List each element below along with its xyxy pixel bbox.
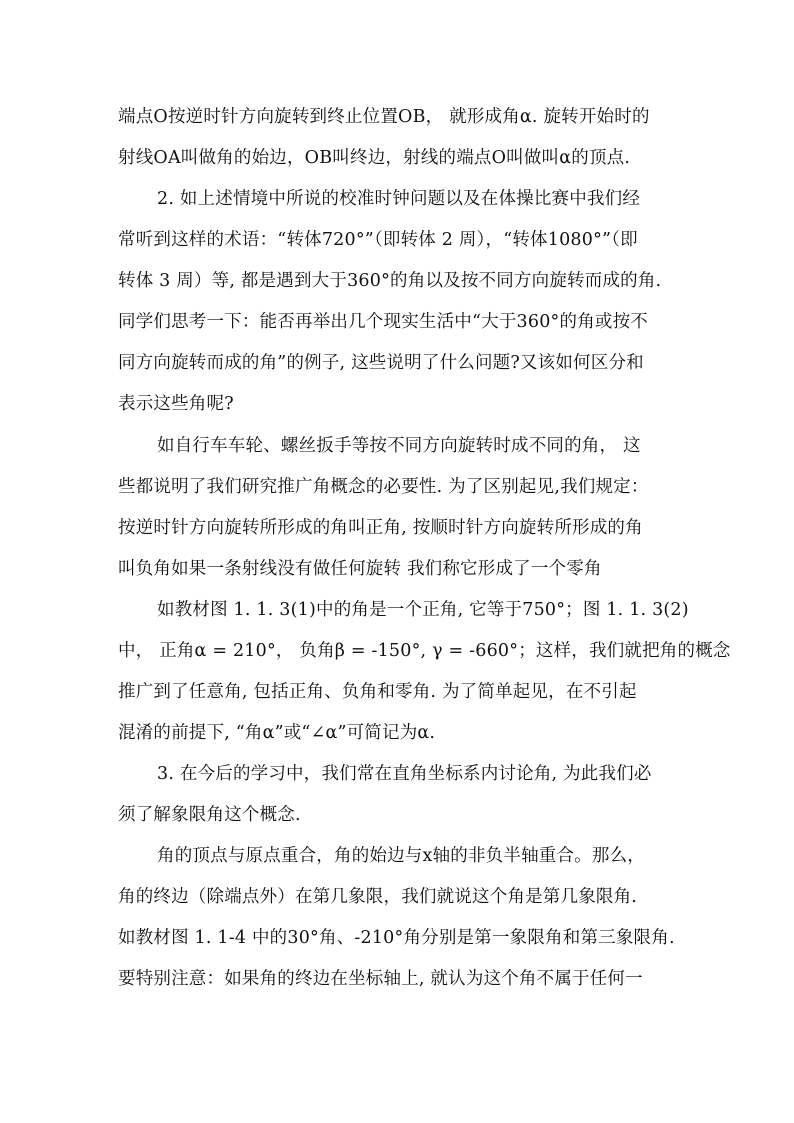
text-line: 如自行车车轮、螺丝扳手等按不同方向旋转时成不同的角， 这 <box>157 436 641 456</box>
text-line: 表示这些角呢? <box>118 394 234 414</box>
text-line: 些都说明了我们研究推广角概念的必要性. 为了区别起见,我们规定： <box>118 477 649 497</box>
text-line: 要特别注意：如果角的终边在坐标轴上, 就认为这个角不属于任何一 <box>118 969 643 989</box>
text-line: 端点O按逆时针方向旋转到终止位置OB， 就形成角α. 旋转开始时的 <box>118 107 650 127</box>
text-line: 叫负角如果一条射线没有做任何旋转 我们称它形成了一个零角 <box>118 559 602 579</box>
text-line: 2. 如上述情境中所说的校准时钟问题以及在体操比赛中我们经 <box>157 189 641 209</box>
text-line: 推广到了任意角, 包括正角、负角和零角. 为了简单起见，在不引起 <box>118 682 637 702</box>
text-line: 3. 在今后的学习中，我们常在直角坐标系内讨论角, 为此我们必 <box>157 764 652 784</box>
text-line: 混淆的前提下, “角α”或“∠α”可简记为α. <box>118 723 436 743</box>
text-line: 角的终边（除端点外）在第几象限，我们就说这个角是第几象限角. <box>118 887 638 907</box>
text-line: 中， 正角α = 210°， 负角β = -150°, γ = -660°；这样，我们就把角的概念 <box>118 641 731 661</box>
text-line: 如教材图 1. 1-4 中的30°角、-210°角分别是第一象限角和第三象限角. <box>118 928 675 948</box>
text-line: 射线OA叫做角的始边，OB叫终边，射线的端点O叫做叫α的顶点. <box>118 148 631 168</box>
text-line: 如教材图 1. 1. 3(1)中的角是一个正角, 它等于750°；图 1. 1. 3(2) <box>157 600 689 620</box>
text-line: 须了解象限角这个概念. <box>118 805 301 825</box>
text-line: 常听到这样的术语：“转体720°”（即转体 2 周），“转体1080°”（即 <box>118 230 638 250</box>
text-line: 转体 3 周）等, 都是遇到大于360°的角以及按不同方向旋转而成的角. <box>118 271 662 291</box>
text-line: 角的顶点与原点重合，角的始边与x轴的非负半轴重合。那么， <box>157 846 645 866</box>
text-line: 按逆时针方向旋转所形成的角叫正角, 按顺时针方向旋转所形成的角 <box>118 518 643 538</box>
text-line: 同方向旋转而成的角”的例子, 这些说明了什么问题?又该如何区分和 <box>118 353 644 373</box>
text-line: 同学们思考一下：能否再举出几个现实生活中“大于360°的角或按不 <box>118 312 648 332</box>
